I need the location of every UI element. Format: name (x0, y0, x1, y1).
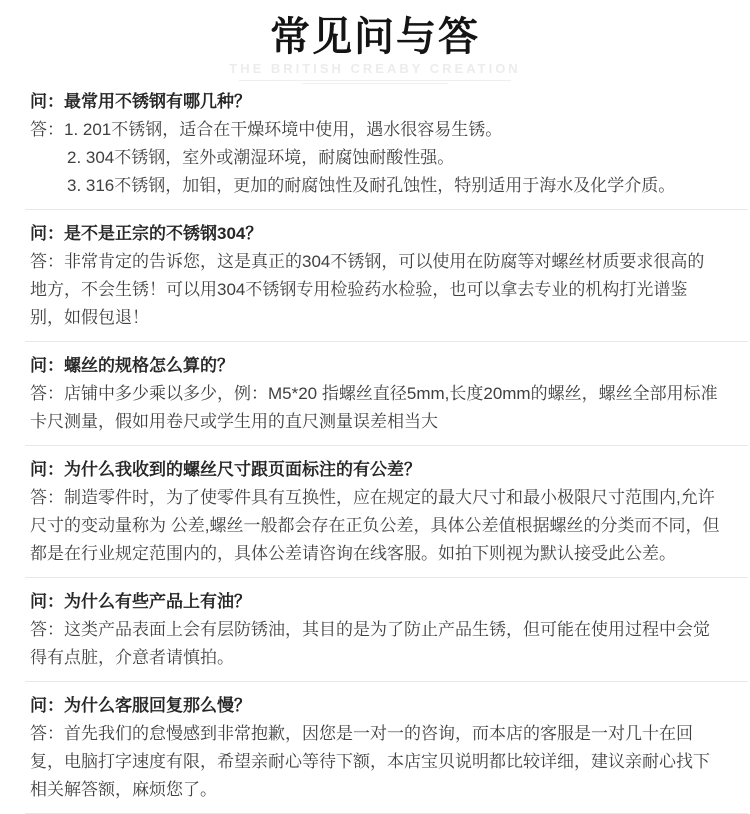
watermark-text: THE BRITISH CREABY CREATION (229, 61, 521, 76)
answer-text: 1. 201不锈钢，适合在干燥环境中使用，遇水很容易生锈。 (64, 120, 503, 139)
faq-item-5 (30, 588, 720, 682)
section-divider (25, 681, 748, 682)
question-prefix: 问： (30, 696, 64, 715)
question-prefix: 问： (30, 592, 64, 611)
answer-prefix: 答： (30, 724, 64, 743)
question-text: 是不是正宗的不锈钢304？ (64, 224, 263, 243)
faq-question (30, 588, 720, 616)
question-prefix: 问： (30, 92, 64, 111)
question-text: 为什么我收到的螺丝尺寸跟页面标注的有公差？ (64, 460, 421, 479)
question-text: 最常用不锈钢有哪几种？ (64, 92, 251, 111)
answer-text: 非常肯定的告诉您，这是真正的304不锈钢，可以使用在防腐等对螺丝材质要求很高的地方，不会生锈！可以用304不锈钢专用检验药水检验，也可以拿去专业的机构打光谱鉴别，如假包退！ (30, 252, 705, 327)
question-text: 螺丝的规格怎么算的？ (64, 356, 234, 375)
faq-item-6 (30, 692, 720, 814)
question-prefix: 问： (30, 356, 64, 375)
faq-item-4 (30, 456, 720, 578)
answer-prefix: 答： (30, 488, 64, 507)
faq-answer-line: 3. 316不锈钢，加钼，更加的耐腐蚀性及耐孔蚀性，特别适用于海水及化学介质。 (67, 176, 676, 195)
question-text: 为什么客服回复那么慢？ (64, 696, 251, 715)
faq-item-3 (30, 352, 720, 446)
section-divider (25, 209, 748, 210)
answer-text: 制造零件时，为了使零件具有互换性，应在规定的最大尺寸和最小极限尺寸范围内,允许尺寸的变动量称为 公差,螺丝一般都会存在正负公差，具体公差值根据螺丝的分类而不同，但都是在行业规定范围内的，具体公差请咨询在线客服。如拍下则视为默认接受此公差。 (30, 488, 720, 563)
faq-answer-line (30, 616, 720, 672)
faq-answer-line: 2. 304不锈钢，室外或潮湿环境，耐腐蚀耐酸性强。 (67, 148, 455, 167)
faq-item-1 (30, 88, 720, 210)
faq-answer-line (30, 380, 720, 436)
answer-text: 首先我们的怠慢感到非常抱歉，因您是一对一的咨询，而本店的客服是一对几十在回复，电脑打字速度有限，希望亲耐心等待下额，本店宝贝说明都比较详细，建议亲耐心找下相关解答额，麻烦您了。 (30, 724, 710, 799)
question-prefix: 问： (30, 460, 64, 479)
answer-prefix: 答： (30, 120, 64, 139)
faq-content (0, 84, 750, 814)
section-divider (25, 445, 748, 446)
answer-prefix: 答： (30, 620, 64, 639)
question-prefix: 问： (30, 224, 64, 243)
faq-question (30, 692, 720, 720)
section-divider (25, 341, 748, 342)
faq-question (30, 88, 720, 116)
faq-item-2 (30, 220, 720, 342)
answer-prefix: 答： (30, 252, 64, 271)
faq-question (30, 352, 720, 380)
watermark-underline-long (239, 80, 511, 81)
answer-text: 店铺中多少乘以多少，例：M5*20 指螺丝直径5mm,长度20mm的螺丝，螺丝全部用标准卡尺测量，假如用卷尺或学生用的直尺测量误差相当大 (30, 384, 718, 431)
faq-answer-line (30, 116, 720, 144)
faq-answer-line (30, 248, 720, 332)
faq-question (30, 456, 720, 484)
faq-question (30, 220, 720, 248)
faq-answer-line (30, 720, 720, 804)
page-title: 常见问与答 (270, 15, 480, 59)
question-text: 为什么有些产品上有油？ (64, 592, 251, 611)
page-header (0, 0, 750, 84)
faq-answer-line (30, 484, 720, 568)
answer-text: 这类产品表面上会有层防锈油，其目的是为了防止产品生锈，但可能在使用过程中会觉得有点脏，介意者请慎拍。 (30, 620, 710, 667)
section-divider (25, 577, 748, 578)
answer-prefix: 答： (30, 384, 64, 403)
